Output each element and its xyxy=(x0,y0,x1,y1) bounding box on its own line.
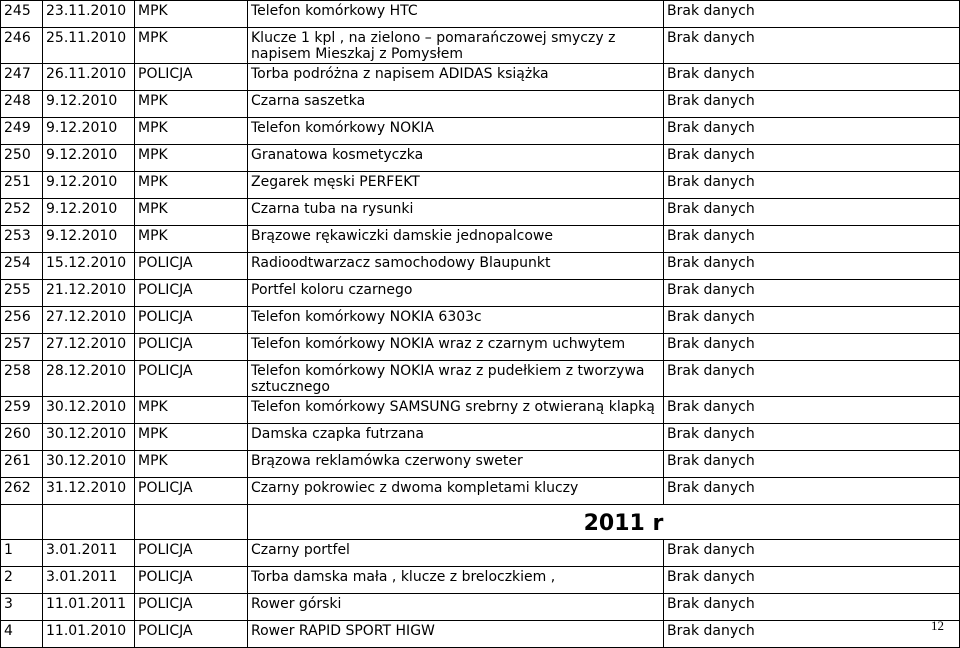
cell-date: 3.01.2011 xyxy=(43,540,135,567)
cell-unit: POLICJA xyxy=(135,334,248,361)
table-row xyxy=(1,451,960,478)
cell-status: Brak danych xyxy=(664,118,960,145)
cell-date: 30.12.2010 xyxy=(43,451,135,478)
cell-date: 27.12.2010 xyxy=(43,307,135,334)
cell-number: 252 xyxy=(1,199,43,226)
cell-status: Brak danych xyxy=(664,172,960,199)
cell-date: 31.12.2010 xyxy=(43,478,135,505)
table-row xyxy=(1,91,960,118)
cell-number: 246 xyxy=(1,28,43,64)
rows-2010 xyxy=(1,1,960,505)
year-heading: 2011 r xyxy=(583,511,664,536)
table-row xyxy=(1,199,960,226)
table-row xyxy=(1,28,960,64)
cell-number: 1 xyxy=(1,540,43,567)
cell-item: Granatowa kosmetyczka xyxy=(248,145,664,172)
cell-item: Telefon komórkowy SAMSUNG srebrny z otwieraną klapką xyxy=(248,397,664,424)
cell-number: 255 xyxy=(1,280,43,307)
cell-unit: MPK xyxy=(135,172,248,199)
cell-number: 245 xyxy=(1,1,43,28)
cell-unit: MPK xyxy=(135,199,248,226)
cell-number: 256 xyxy=(1,307,43,334)
table-row xyxy=(1,1,960,28)
cell-unit: MPK xyxy=(135,91,248,118)
cell-number: 250 xyxy=(1,145,43,172)
cell-date: 11.01.2011 xyxy=(43,594,135,621)
cell-item: Rower górski xyxy=(248,594,664,621)
cell-item: Klucze 1 kpl , na zielono – pomarańczowej smyczy z napisem Mieszkaj z Pomysłem xyxy=(248,28,664,64)
cell-status: Brak danych xyxy=(664,253,960,280)
cell-date: 26.11.2010 xyxy=(43,64,135,91)
cell-number: 262 xyxy=(1,478,43,505)
cell-item: Portfel koloru czarnego xyxy=(248,280,664,307)
cell-date: 30.12.2010 xyxy=(43,397,135,424)
table-row xyxy=(1,253,960,280)
cell-item: Telefon komórkowy NOKIA 6303c xyxy=(248,307,664,334)
table-row xyxy=(1,478,960,505)
cell-number: 260 xyxy=(1,424,43,451)
cell-item: Rower RAPID SPORT HIGW xyxy=(248,621,664,648)
table-row xyxy=(1,145,960,172)
table-row xyxy=(1,334,960,361)
cell-item: Radioodtwarzacz samochodowy Blaupunkt xyxy=(248,253,664,280)
cell-status: Brak danych xyxy=(664,64,960,91)
table-row xyxy=(1,307,960,334)
cell-item: Brązowe rękawiczki damskie jednopalcowe xyxy=(248,226,664,253)
page-number: 12 xyxy=(931,618,944,633)
table-row xyxy=(1,621,960,648)
cell-date: 15.12.2010 xyxy=(43,253,135,280)
rows-2011 xyxy=(1,540,960,648)
cell-date: 28.12.2010 xyxy=(43,361,135,397)
cell-item: Torba podróżna z napisem ADIDAS książka xyxy=(248,64,664,91)
cell-item: Telefon komórkowy NOKIA wraz z pudełkiem z tworzywa sztucznego xyxy=(248,361,664,397)
table-row xyxy=(1,397,960,424)
cell-date: 25.11.2010 xyxy=(43,28,135,64)
cell-number: 3 xyxy=(1,594,43,621)
table-row xyxy=(1,540,960,567)
cell-status: Brak danych xyxy=(664,28,960,64)
cell-unit: POLICJA xyxy=(135,621,248,648)
cell-number: 257 xyxy=(1,334,43,361)
cell-unit: MPK xyxy=(135,226,248,253)
cell-item: Czarny portfel xyxy=(248,540,664,567)
cell-status: Brak danych xyxy=(664,307,960,334)
cell-date: 9.12.2010 xyxy=(43,91,135,118)
cell-status: Brak danych xyxy=(664,145,960,172)
table-row xyxy=(1,64,960,91)
cell-status: Brak danych xyxy=(664,478,960,505)
year-row xyxy=(1,505,960,540)
cell-date: 21.12.2010 xyxy=(43,280,135,307)
cell-item: Damska czapka futrzana xyxy=(248,424,664,451)
cell-number: 249 xyxy=(1,118,43,145)
cell-unit: MPK xyxy=(135,424,248,451)
table-row xyxy=(1,280,960,307)
cell-number: 253 xyxy=(1,226,43,253)
cell-status: Brak danych xyxy=(664,199,960,226)
table-row xyxy=(1,226,960,253)
cell-number: 259 xyxy=(1,397,43,424)
cell-unit: POLICJA xyxy=(135,280,248,307)
cell-unit: MPK xyxy=(135,451,248,478)
cell-item: Brązowa reklamówka czerwony sweter xyxy=(248,451,664,478)
cell-unit: POLICJA xyxy=(135,361,248,397)
cell-unit: POLICJA xyxy=(135,540,248,567)
cell-status: Brak danych xyxy=(664,540,960,567)
cell-number: 258 xyxy=(1,361,43,397)
cell-number: 2 xyxy=(1,567,43,594)
cell-date: 9.12.2010 xyxy=(43,145,135,172)
cell-status: Brak danych xyxy=(664,621,960,648)
table-row xyxy=(1,594,960,621)
cell-unit: MPK xyxy=(135,145,248,172)
cell-date: 30.12.2010 xyxy=(43,424,135,451)
cell-unit: POLICJA xyxy=(135,478,248,505)
cell-status: Brak danych xyxy=(664,334,960,361)
cell-number: 254 xyxy=(1,253,43,280)
cell-date: 23.11.2010 xyxy=(43,1,135,28)
cell-unit: MPK xyxy=(135,397,248,424)
cell-number: 248 xyxy=(1,91,43,118)
cell-status: Brak danych xyxy=(664,1,960,28)
cell-unit: MPK xyxy=(135,118,248,145)
table-row xyxy=(1,361,960,397)
cell-unit: POLICJA xyxy=(135,594,248,621)
cell-status: Brak danych xyxy=(664,424,960,451)
cell-item: Czarna tuba na rysunki xyxy=(248,199,664,226)
cell-unit: POLICJA xyxy=(135,307,248,334)
cell-date: 3.01.2011 xyxy=(43,567,135,594)
cell-date: 9.12.2010 xyxy=(43,226,135,253)
cell-unit: MPK xyxy=(135,28,248,64)
cell-unit: MPK xyxy=(135,1,248,28)
table-row xyxy=(1,424,960,451)
cell-status: Brak danych xyxy=(664,280,960,307)
table-row xyxy=(1,567,960,594)
cell-item: Telefon komórkowy NOKIA wraz z czarnym uchwytem xyxy=(248,334,664,361)
cell-status: Brak danych xyxy=(664,451,960,478)
table-row xyxy=(1,172,960,199)
cell-unit: POLICJA xyxy=(135,567,248,594)
cell-unit: POLICJA xyxy=(135,253,248,280)
cell-item: Telefon komórkowy NOKIA xyxy=(248,118,664,145)
cell-item: Czarna saszetka xyxy=(248,91,664,118)
cell-status: Brak danych xyxy=(664,397,960,424)
cell-status: Brak danych xyxy=(664,361,960,397)
cell-item: Telefon komórkowy HTC xyxy=(248,1,664,28)
cell-status: Brak danych xyxy=(664,226,960,253)
cell-date: 9.12.2010 xyxy=(43,199,135,226)
cell-item: Czarny pokrowiec z dwoma kompletami kluczy xyxy=(248,478,664,505)
cell-status: Brak danych xyxy=(664,594,960,621)
cell-date: 9.12.2010 xyxy=(43,118,135,145)
table-row xyxy=(1,118,960,145)
cell-item: Torba damska mała , klucze z breloczkiem , xyxy=(248,567,664,594)
cell-status: Brak danych xyxy=(664,567,960,594)
cell-number: 261 xyxy=(1,451,43,478)
cell-item: Zegarek męski PERFEKT xyxy=(248,172,664,199)
year-section xyxy=(1,505,960,540)
cell-number: 247 xyxy=(1,64,43,91)
cell-date: 9.12.2010 xyxy=(43,172,135,199)
cell-date: 11.01.2010 xyxy=(43,621,135,648)
cell-unit: POLICJA xyxy=(135,64,248,91)
cell-number: 251 xyxy=(1,172,43,199)
cell-status: Brak danych xyxy=(664,91,960,118)
cell-date: 27.12.2010 xyxy=(43,334,135,361)
cell-number: 4 xyxy=(1,621,43,648)
